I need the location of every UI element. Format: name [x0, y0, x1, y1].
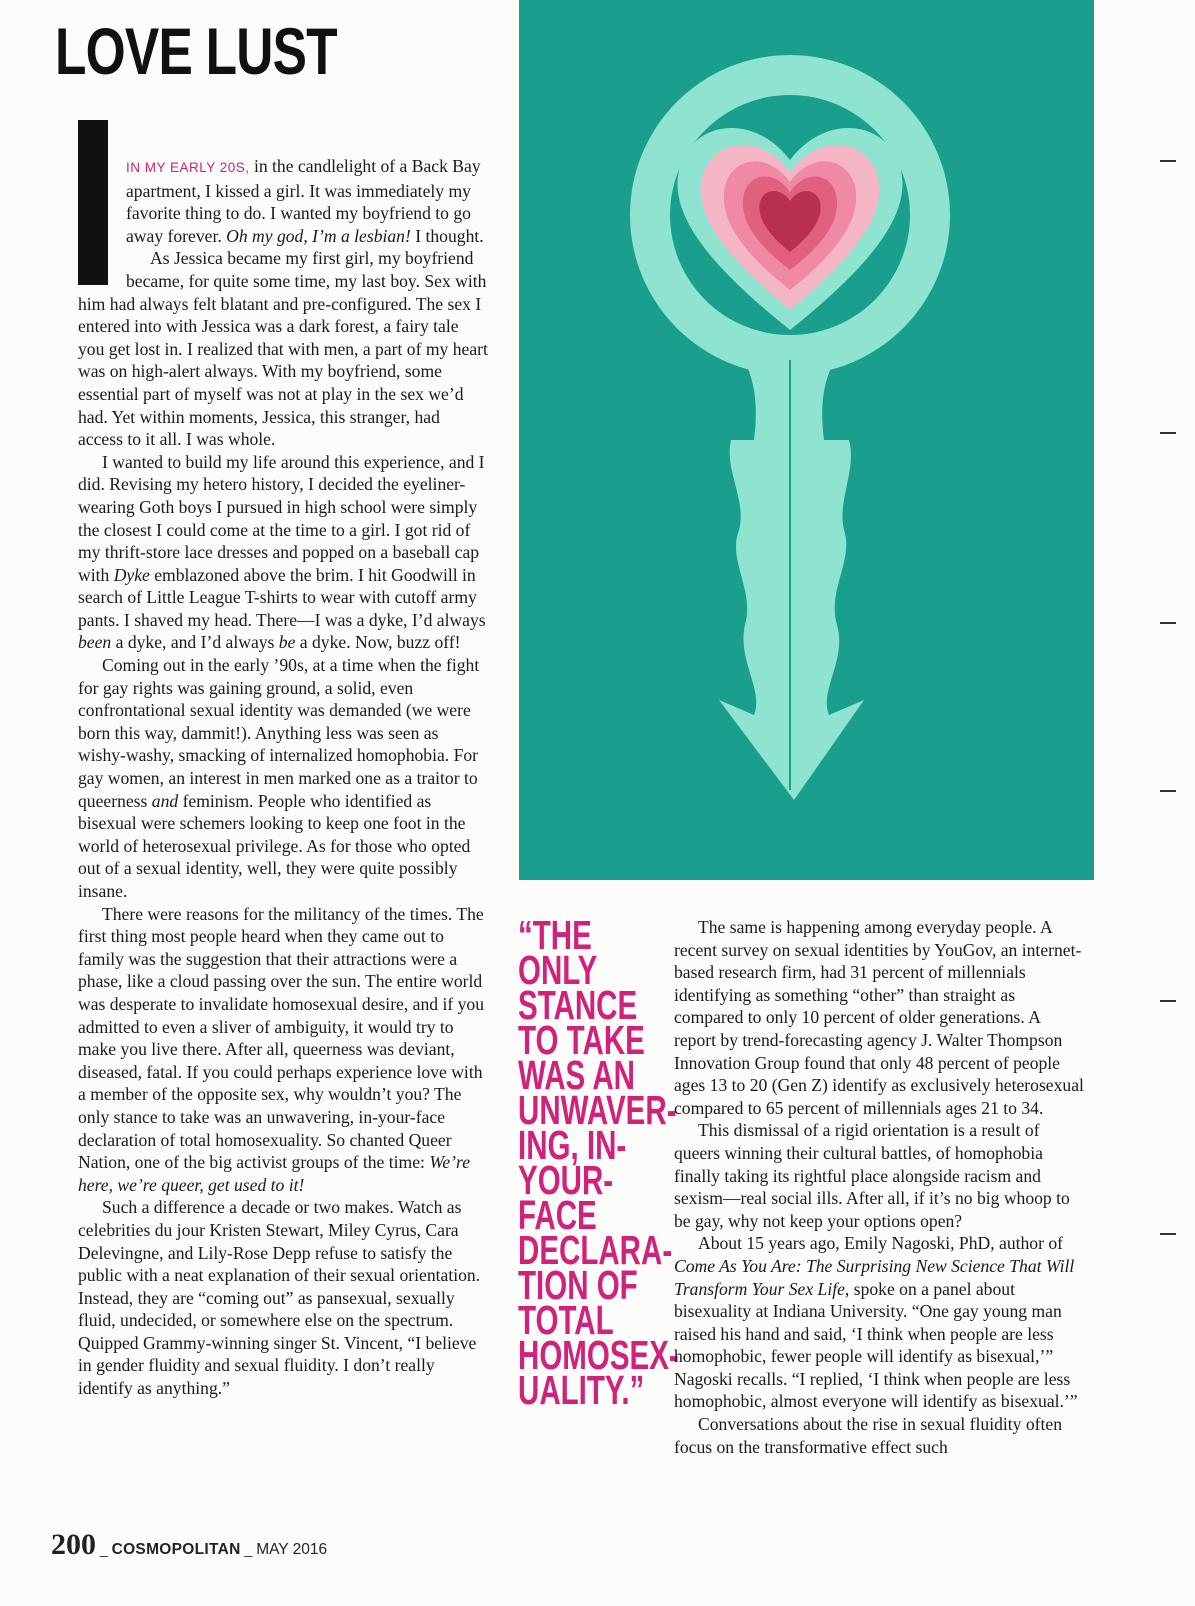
page-footer: 200 _ COSMOPOLITAN _ MAY 2016	[51, 1528, 328, 1561]
page-number: 200	[51, 1528, 96, 1561]
margin-tick	[1160, 790, 1176, 792]
paragraph-6: Such a difference a decade or two makes. Watch as celebrities du jour Kristen Stewart, Miley Cyrus, Cara Delevingne, and Lily-Rose Depp refuse to satisfy the public with a neat explanation of their sexual orientation. Instead, they are “coming out” as pansexual, sexually fluid, undecided, or somewhere else on the spectrum. Quipped Grammy-winning singer St. Vincent, “I believe in gender fluidity and sexual fluidity. I don’t really identify as anything.”	[78, 1197, 481, 1399]
paragraph-4: Coming out in the early ’90s, at a time when the fight for gay rights was gaining ground, a solid, even confrontational sexual identity was demanded (we were born this way, dammit!). Anything less was seen as wishy-washy, smacking of internalized homophobia. For gay women, an interest in men marked one as a traitor to queerness and feminism. People who identified as bisexual were schemers looking to keep one foot in the world of heterosexual privilege. As for those who opted out of a sexual identity, well, they were quite possibly insane.	[78, 655, 480, 901]
paragraph-7: The same is happening among everyday people. A recent survey on sexual identities by YouGov, an internet-based research firm, had 31 percent of millennials identifying as something “other” than straight as compared to only 10 percent of older generations. A report by trend-forecasting agency J. Walter Thompson Innovation Group found that only 48 percent of people ages 13 to 20 (Gen Z) identify as exclusively heterosexual compared to 65 percent of millennials ages 21 to 34.	[674, 917, 1084, 1118]
paragraph-9: About 15 years ago, Emily Nagoski, PhD, author of Come As You Are: The Surprising New Science That Will Transform Your Sex Life, spoke on a panel about bisexuality at Indiana University. “One gay young man raised his hand and said, ‘I think when people are less homophobic, fewer people will identify as bisexual,’” Nagoski recalls. “I replied, ‘I think when people are less homophobic, almost everyone will identify as bisexual.’”	[674, 1233, 1078, 1412]
paragraph-8: This dismissal of a rigid orientation is a result of queers winning their cultural battles, of homophobia finally taking its rightful place alongside racism and sexism—real social ills. After all, if it’s no big whoop to be gay, why not keep your options open?	[674, 1120, 1070, 1231]
margin-tick	[1160, 622, 1176, 624]
page-title: LOVE LUST	[55, 14, 337, 88]
margin-tick	[1160, 160, 1176, 162]
paragraph-10: Conversations about the rise in sexual fluidity often focus on the transformative effect such	[674, 1414, 1063, 1457]
margin-tick	[1160, 1000, 1176, 1002]
article-left-column	[78, 155, 488, 1400]
issue-date: MAY 2016	[256, 1541, 328, 1558]
pull-quote: “THE ONLY STANCE TO TAKE WAS AN UNWAVER-ING, IN-YOUR-FACE DECLARA-TION OF TOTAL HOMOSEX-UALITY.”	[518, 912, 679, 1413]
paragraph-1: IN MY EARLY 20S, in the candlelight of a Back Bay apartment, I kissed a girl. It was immediately my favorite thing to do. I wanted my boyfriend to go away forever. Oh my god, I’m a lesbian! I thought.	[126, 156, 484, 246]
drop-cap-i	[78, 120, 108, 285]
lead-in: IN MY EARLY 20S,	[126, 160, 250, 175]
paragraph-5: There were reasons for the militancy of the times. The first thing most people heard when they came out to family was the suggestion that their attractions were a phase, like a cloud passing over the sun. The entire world was desperate to invalidate homosexual desire, and if you admitted to even a sliver of ambiguity, it would try to make you live there. After all, queerness was deviant, diseased, fatal. If you could perhaps experience love with a member of the opposite sex, why wouldn’t you? The only stance to take was an unwavering, in-your-face declaration of total homosexuality. So chanted Queer Nation, one of the big activist groups of the time: We’re here, we’re queer, get used to it!	[78, 903, 484, 1195]
key-heart-illustration	[519, 0, 1094, 880]
margin-tick	[1160, 432, 1176, 434]
article-right-column	[674, 916, 1086, 1458]
magazine-name: COSMOPOLITAN	[111, 1541, 241, 1558]
margin-tick	[1160, 1233, 1176, 1235]
paragraph-3: I wanted to build my life around this experience, and I did. Revising my hetero history, I decided the eyeliner-wearing Goth boys I pursued in high school were simply the closest I could come at the time to a girl. I got rid of my thrift-store lace dresses and popped on a baseball cap with Dyke emblazoned above the brim. I hit Goodwill in search of Little League T-shirts to wear with cutoff army pants. I shaved my head. There—I was a dyke, I’d always been a dyke, and I’d always be a dyke. Now, buzz off!	[78, 451, 486, 653]
paragraph-2: As Jessica became my first girl, my boyfriend became, for quite some time, my last boy. Sex with him had always felt blatant and pre-configured. The sex I entered into with Jessica was a dark forest, a fairy tale you get lost in. I realized that with men, a part of my heart was on high-alert always. With my boyfriend, some essential part of myself was not at play in the sex we’d had. Yet within moments, Jessica, this stranger, had access to it all. I was whole.	[78, 248, 488, 450]
